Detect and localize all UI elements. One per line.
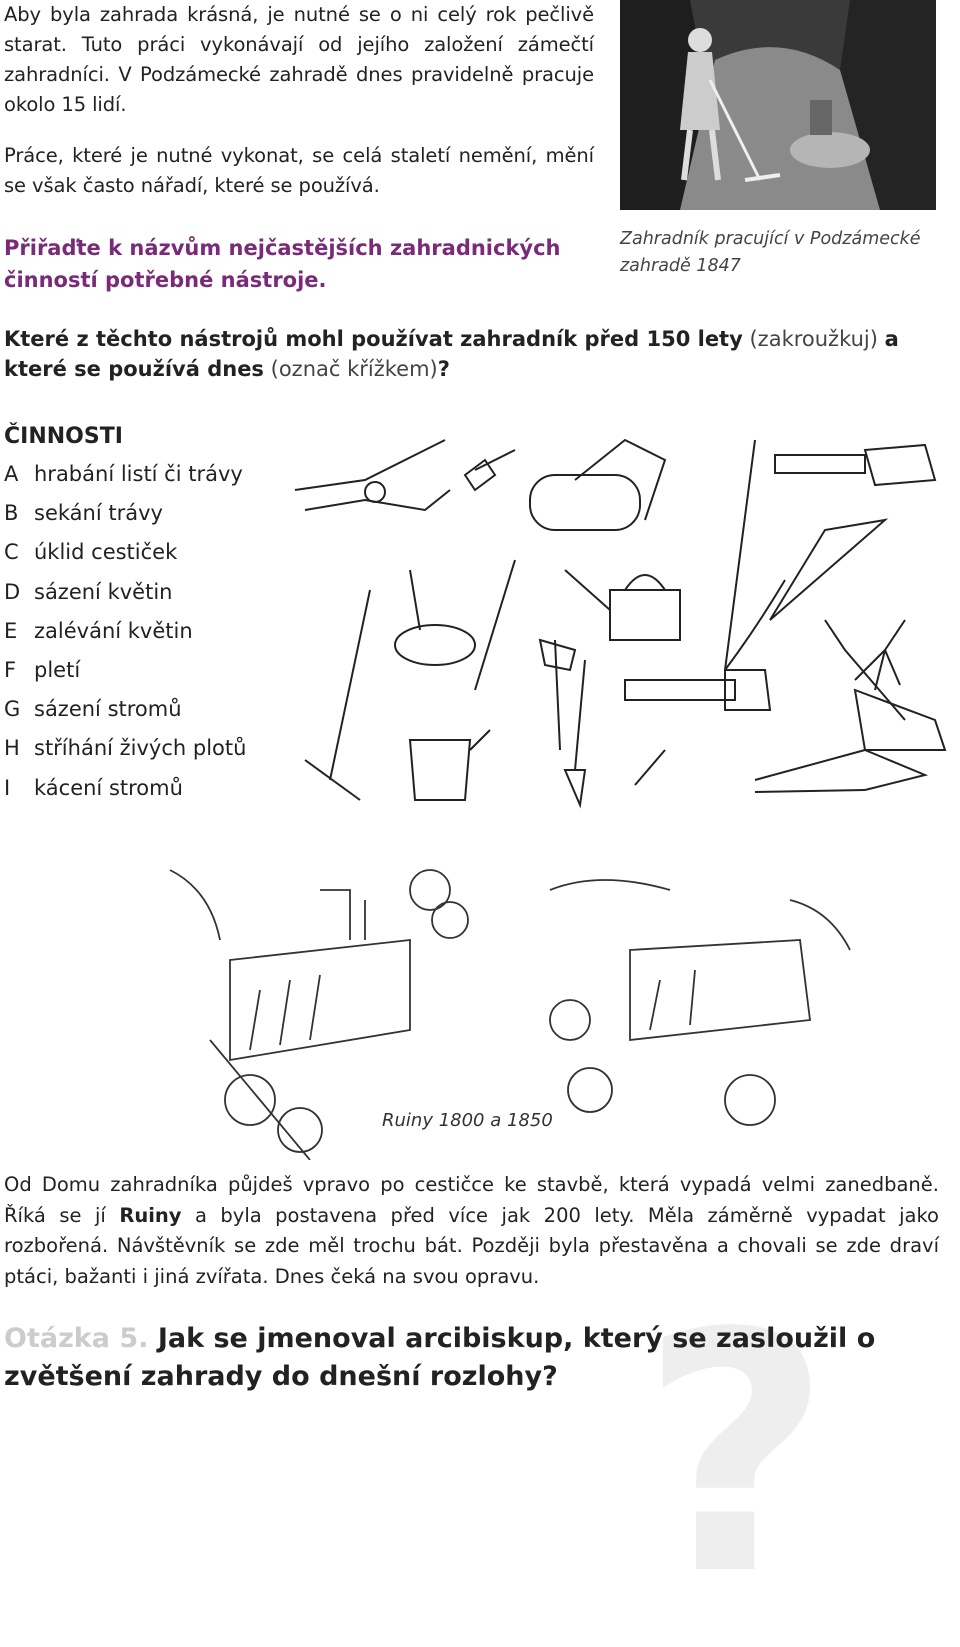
tools-illustration <box>285 420 960 820</box>
leaf-rake-icon <box>855 620 905 690</box>
wooden-bucket-icon <box>410 730 490 800</box>
pruning-shears-icon <box>295 440 450 510</box>
activity-item: B sekání trávy <box>4 501 163 526</box>
intro-paragraph-2: Práce, které je nutné vykonat, se celá staletí nemění, mění se však často nářadí, které se používá. <box>4 144 594 197</box>
garden-rake-icon <box>305 590 370 800</box>
activity-item: C úklid cestiček <box>4 540 178 565</box>
bow-saw-icon <box>770 520 885 620</box>
photo-caption: Zahradník pracující v Podzámecké zahradě 1847 <box>620 229 921 276</box>
activity-item: A hrabání listí či trávy <box>4 462 243 486</box>
activity-item: D sázení květin <box>4 579 173 604</box>
intro-paragraph-1: Aby byla zahrada krásná, je nutné se o ni celý rok pečlivě starat. Tuto práci vykonávají od jejího založení zámečtí zahradníci. V Podzámecké zahradě dnes pravidelně pracuje okolo 15 lidí. <box>4 3 594 116</box>
activity-item: G sázení stromů <box>4 697 182 722</box>
ruins-name: Ruiny <box>119 1203 182 1227</box>
tools-question <box>4 324 939 384</box>
loppers-icon <box>755 750 925 792</box>
watering-can-icon <box>565 570 680 640</box>
spade-icon <box>565 660 585 805</box>
activity-item: E zalévání květin <box>4 618 193 643</box>
trowel-icon <box>465 450 515 490</box>
axe-icon <box>540 640 575 750</box>
question-hint-circle: (zakroužkuj) <box>749 327 878 351</box>
question-mark-decoration: ? <box>640 1263 832 1647</box>
question-5-number: Otázka 5. <box>4 1323 149 1354</box>
activity-item: I kácení stromů <box>4 775 183 800</box>
question-hint-cross: (označ křížkem) <box>270 357 438 381</box>
question-5-text: Jak se jmenoval arcibiskup, který se zasloužil o zvětšení zahrady do dnešní rozlohy? <box>4 1323 876 1392</box>
ruins-paragraph: Od Domu zahradníka půjdeš vpravo po cestičce ke stavbě, která vypadá velmi zanedbaně. Říká se jí Ruiny a byla postavena před více jak 200 lety. Měla záměrně vypadat jako rozbořená. Návštěvník se zde měl trochu bát. Později byla přestavěna a chovali se zde draví ptáci, bažanti i jiná zvířata. Dnes čeká na svou opravu. <box>4 1173 939 1288</box>
lawn-mower-icon <box>825 620 945 750</box>
hedge-trimmer-icon <box>775 445 935 485</box>
question-part-2: a které se používá dnes <box>4 327 899 381</box>
hoe-icon <box>475 560 515 690</box>
hose-icon <box>395 570 475 665</box>
dibber-icon <box>635 750 665 785</box>
question-part-1: Které z těchto nástrojů mohl používat zahradník před 150 lety <box>4 327 743 351</box>
task-instruction: Přiřaďte k názvům nejčastějších zahradnických činností potřebné nástroje. <box>4 236 561 292</box>
activity-item: H stříhání živých plotů <box>4 736 247 761</box>
question-end: ? <box>437 357 450 381</box>
ruins-caption: Ruiny 1800 a 1850 <box>382 1110 553 1131</box>
activities-list <box>4 462 246 815</box>
intro-text <box>4 0 594 222</box>
activity-item: F pletí <box>4 657 81 682</box>
gardener-photo <box>620 0 936 210</box>
question-5 <box>4 1320 939 1396</box>
scythe-icon <box>725 440 785 670</box>
activities-heading: ČINNOSTI <box>4 424 123 449</box>
chainsaw-icon <box>625 670 770 710</box>
garden-roller-icon <box>530 440 665 530</box>
ruins-1850-drawing <box>550 880 850 1125</box>
